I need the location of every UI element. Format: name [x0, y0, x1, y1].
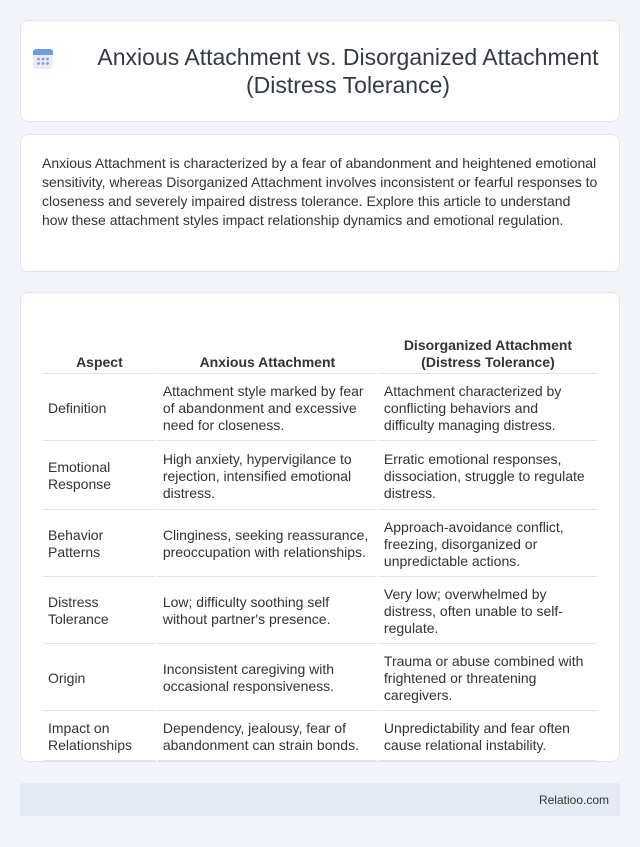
table-row	[43, 512, 597, 577]
calendar-grid-icon	[31, 47, 55, 71]
header-aspect: Aspect	[43, 312, 156, 374]
cell-disorganized: Erratic emotional responses, dissociation, struggle to regulate distress.	[379, 443, 597, 510]
table-row	[43, 579, 597, 644]
cell-aspect: Behavior Patterns	[43, 512, 156, 577]
cell-disorganized: Approach-avoidance conflict, freezing, disorganized or unpredictable actions.	[379, 512, 597, 577]
table-row	[43, 713, 597, 761]
cell-anxious: Dependency, jealousy, fear of abandonment can strain bonds.	[158, 713, 377, 761]
cell-disorganized: Unpredictability and fear often cause relational instability.	[379, 713, 597, 761]
cell-aspect: Impact on Relationships	[43, 713, 156, 761]
cell-anxious: Attachment style marked by fear of abandonment and excessive need for closeness.	[158, 376, 377, 441]
cell-anxious: Inconsistent caregiving with occasional responsiveness.	[158, 646, 377, 711]
intro-paragraph: Anxious Attachment is characterized by a fear of abandonment and heightened emotional sensitivity, whereas Disorganized Attachment involves inconsistent or fearful responses to closeness and severely impaired distress tolerance. Explore this article to understand how these attachment styles impact relationship dynamics and emotional regulation.	[42, 155, 598, 228]
cell-aspect: Emotional Response	[43, 443, 156, 510]
cell-aspect: Origin	[43, 646, 156, 711]
cell-aspect: Definition	[43, 376, 156, 441]
title-card	[20, 20, 620, 122]
header-anxious: Anxious Attachment	[158, 312, 377, 374]
cell-anxious: Low; difficulty soothing self without partner's presence.	[158, 579, 377, 644]
intro-card	[20, 134, 620, 272]
cell-aspect: Distress Tolerance	[43, 579, 156, 644]
cell-anxious: Clinginess, seeking reassurance, preoccupation with relationships.	[158, 512, 377, 577]
comparison-table	[41, 310, 599, 763]
footer	[20, 783, 620, 816]
cell-disorganized: Trauma or abuse combined with frightened or threatening caregivers.	[379, 646, 597, 711]
header-disorganized: Disorganized Attachment (Distress Tolerance)	[379, 312, 597, 374]
table-header-row	[43, 312, 597, 374]
comparison-card	[20, 292, 620, 762]
cell-anxious: High anxiety, hypervigilance to rejection, intensified emotional distress.	[158, 443, 377, 510]
footer-brand[interactable]: Relatioo.com	[538, 792, 609, 807]
title-wrap	[31, 43, 619, 99]
cell-disorganized: Attachment characterized by conflicting behaviors and difficulty managing distress.	[379, 376, 597, 441]
table-row	[43, 443, 597, 510]
table-row	[43, 646, 597, 711]
cell-disorganized: Very low; overwhelmed by distress, often unable to self-regulate.	[379, 579, 597, 644]
table-row	[43, 376, 597, 441]
page-title: Anxious Attachment vs. Disorganized Attachment (Distress Tolerance)	[97, 44, 599, 98]
